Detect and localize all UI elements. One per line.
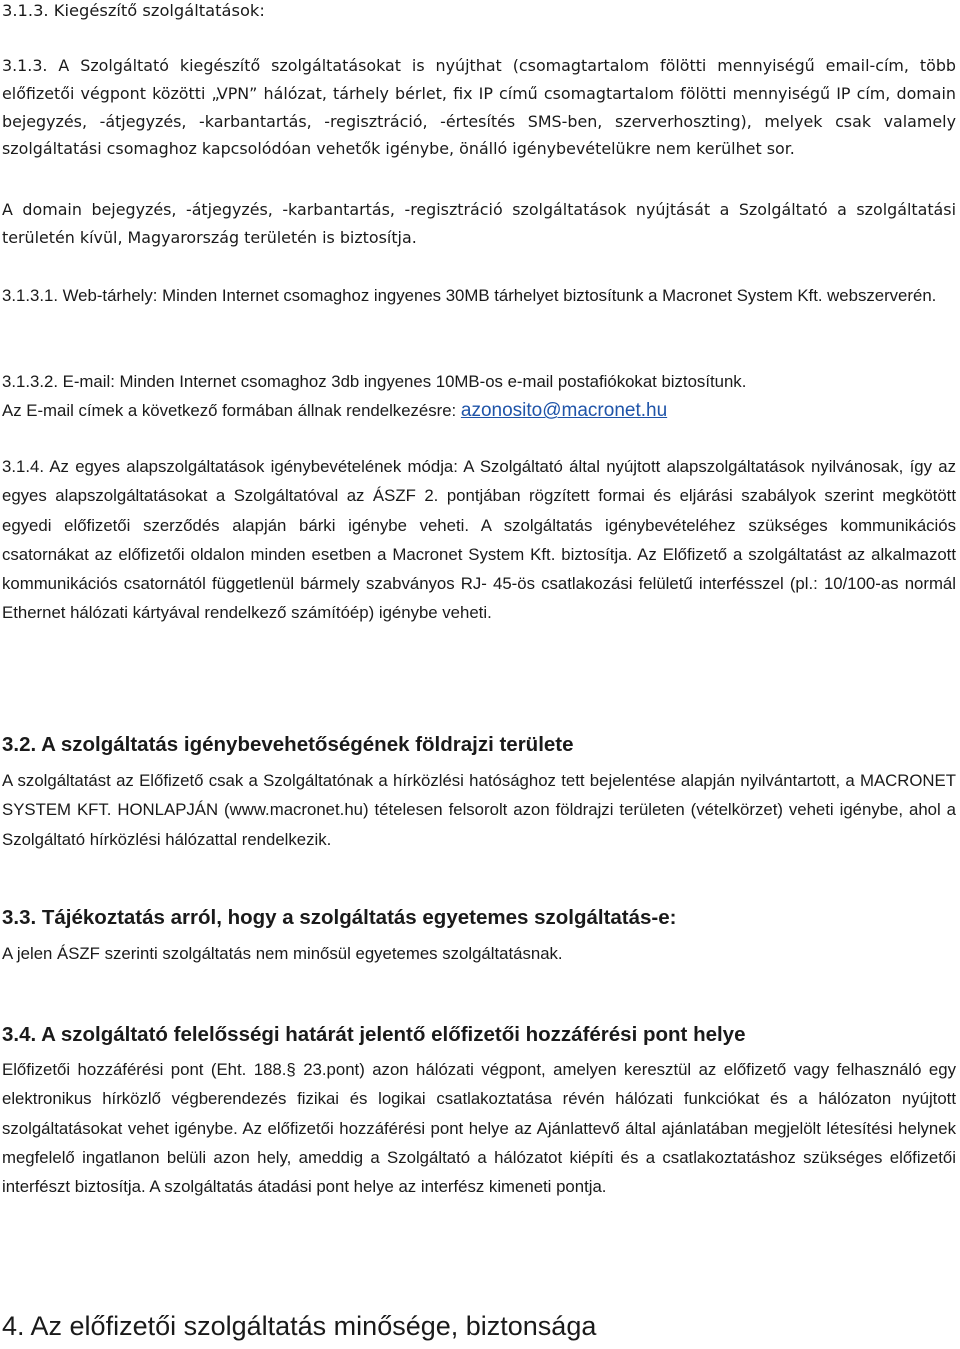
- paragraph-3-1-3-text: 3.1.3. A Szolgáltató kiegészítő szolgáltatásokat is nyújthat (csomagtartalom fölötti mennyiségű email-cím, több előfizetői végpont közötti „VPN” hálózat, tárhely bérlet, fix IP című csomagtartalom fölötti mennyiségű IP cím, domain bejegyzés, -átjegyzés, -karbantartás, -regisztráció, -értesítés SMS-ben, szerverhoszting), melyek csak valamely szolgáltatási csomaghoz kapcsolódóan vehetők igénybe, önálló igénybevételükre nem kerülhet sor.: [2, 56, 956, 159]
- email-format-label: Az E-mail címek a következő formában állnak rendelkezésre:: [2, 401, 457, 421]
- paragraph-domain: [2, 196, 956, 252]
- paragraph-3-4: [2, 1055, 956, 1201]
- section-heading-3-2: 3.2. A szolgáltatás igénybevehetőségének földrajzi területe: [2, 733, 574, 756]
- paragraph-3-1-4-text: 3.1.4. Az egyes alapszolgáltatások igénybevételének módja: A Szolgáltató által nyújtott alapszolgáltatások nyilvánosak, így az egyes alapszolgáltatásokat a Szolgáltatóval az ÁSZF 2. pontjában rögzített formai és eljárási szabályok szerint megkötött egyedi előfizetői szerződés alapján bárki igénybe veheti. A szolgáltatás igénybevételéhez szükséges kommunikációs csatornákat az előfizetői oldalon minden esetben a Macronet System Kft. biztosítja. Az Előfizető a szolgáltatást az alkalmazott kommunikációs csatornától függetlenül bármely szabványos RJ- 45-ös csatlakozási felületű interfésszel (pl.: 10/100-as normál Ethernet hálózati kártyával rendelkező számítóép) igénybe veheti.: [2, 457, 956, 623]
- paragraph-3-4-text: Előfizetői hozzáférési pont (Eht. 188.§ 23.pont) azon hálózati végpont, amelyen keresztül az előfizető vagy felhasználó egy elektronikus hírközlő végberendezés fizikai és logikai csatlakoztatása révén hálózati funkciókat és a hálózaton nyújtott szolgáltatásokat vehet igénybe. Az előfizetői hozzáférési pont helye az Ajánlattevő által ajánlatában megjelölt létesítési helynek megfelelő ingatlanon belüli azon hely, ameddig a Szolgáltató a hálózatot kiépíti és a csatlakoztatáshoz szükséges előfizetői interfészt biztosítja. A szolgáltatás átadási pont helye az interfész kimeneti pontja.: [2, 1060, 956, 1197]
- paragraph-domain-text: A domain bejegyzés, -átjegyzés, -karbantartás, -regisztráció szolgáltatások nyújtását a Szolgáltató a szolgáltatási területén kívül, Magyarország területén is biztosítja.: [2, 200, 956, 247]
- section-heading-3-3: 3.3. Tájékoztatás arról, hogy a szolgáltatás egyetemes szolgáltatás-e:: [2, 906, 677, 929]
- section-heading-4: 4. Az előfizetői szolgáltatás minősége, biztonsága: [2, 1311, 597, 1341]
- paragraph-3-1-3-2: [2, 367, 956, 426]
- paragraph-3-2: [2, 766, 956, 854]
- paragraph-3-1-3-2-line2: [2, 396, 956, 425]
- paragraph-3-2-text: A szolgáltatást az Előfizető csak a Szolgáltatónak a hírközlési hatósághoz tett bejelentése alapján nyilvántartott, a MACRONET SYSTEM KFT. HONLAPJÁN (www.macronet.hu) tételesen felsorolt azon földrajzi területen (vételkörzet) veheti igénybe, ahol a Szolgáltató hírközlési hálózattal rendelkezik.: [2, 771, 956, 849]
- paragraph-3-3: [2, 939, 956, 968]
- paragraph-3-1-4: [2, 452, 956, 628]
- paragraph-3-1-3-1-text: 3.1.3.1. Web-tárhely: Minden Internet csomaghoz ingyenes 30MB tárhelyet biztosítunk a Macronet System Kft. webszerverén.: [2, 286, 937, 305]
- paragraph-3-1-3-2-line1: 3.1.3.2. E-mail: Minden Internet csomaghoz 3db ingyenes 10MB-os e-mail postafiókokat biztosítunk.: [2, 372, 747, 391]
- paragraph-3-1-3: [2, 52, 956, 163]
- paragraph-3-3-text: A jelen ÁSZF szerinti szolgáltatás nem minősül egyetemes szolgáltatásnak.: [2, 944, 563, 963]
- section-heading-3-4: 3.4. A szolgáltató felelősségi határát jelentő előfizetői hozzáférési pont helye: [2, 1023, 746, 1046]
- section-heading-3-1-3: 3.1.3. Kiegészítő szolgáltatások:: [2, 1, 265, 20]
- paragraph-3-1-3-1: [2, 281, 956, 310]
- email-address-link[interactable]: azonosito@macronet.hu: [460, 400, 668, 422]
